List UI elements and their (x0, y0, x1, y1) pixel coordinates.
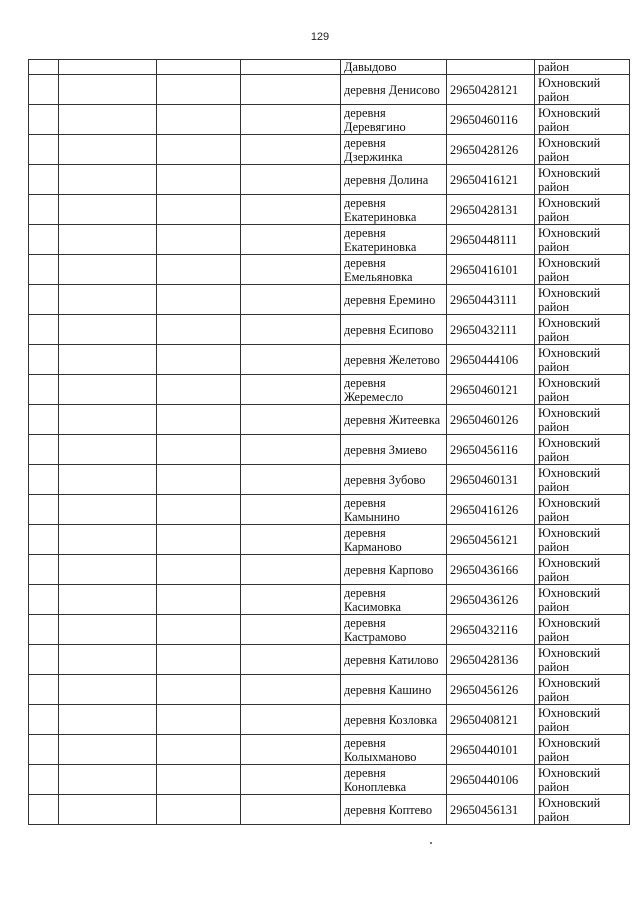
empty-cell (29, 225, 59, 255)
empty-cell (59, 285, 157, 315)
empty-cell (157, 645, 241, 675)
empty-cell (241, 165, 341, 195)
empty-cell (59, 255, 157, 285)
district-cell: Юхновский район (535, 435, 630, 465)
district-cell: Юхновский район (535, 105, 630, 135)
empty-cell (157, 465, 241, 495)
empty-cell (29, 135, 59, 165)
empty-cell (59, 195, 157, 225)
empty-cell (29, 75, 59, 105)
empty-cell (157, 315, 241, 345)
settlement-cell: деревня Кашино (341, 675, 447, 705)
code-cell: 29650460126 (447, 405, 535, 435)
code-cell: 29650448111 (447, 225, 535, 255)
table-row (29, 555, 630, 585)
settlement-cell: деревня Есипово (341, 315, 447, 345)
empty-cell (157, 495, 241, 525)
empty-cell (29, 555, 59, 585)
district-cell: Юхновский район (535, 765, 630, 795)
empty-cell (157, 195, 241, 225)
empty-cell (157, 60, 241, 75)
settlement-cell: деревня Коноплевка (341, 765, 447, 795)
district-cell: Юхновский район (535, 555, 630, 585)
empty-cell (241, 255, 341, 285)
empty-cell (241, 525, 341, 555)
empty-cell (157, 135, 241, 165)
empty-cell (241, 105, 341, 135)
code-cell: 29650456126 (447, 675, 535, 705)
code-cell: 29650408121 (447, 705, 535, 735)
empty-cell (59, 60, 157, 75)
empty-cell (59, 345, 157, 375)
empty-cell (29, 165, 59, 195)
table-row (29, 195, 630, 225)
empty-cell (157, 435, 241, 465)
code-cell: 29650440106 (447, 765, 535, 795)
table-row (29, 705, 630, 735)
code-cell: 29650460116 (447, 105, 535, 135)
code-cell: 29650444106 (447, 345, 535, 375)
empty-cell (241, 135, 341, 165)
empty-cell (59, 765, 157, 795)
table-row (29, 585, 630, 615)
table-row (29, 285, 630, 315)
empty-cell (29, 60, 59, 75)
empty-cell (59, 405, 157, 435)
empty-cell (157, 795, 241, 825)
table-row (29, 525, 630, 555)
code-cell: 29650428136 (447, 645, 535, 675)
empty-cell (59, 675, 157, 705)
empty-cell (59, 465, 157, 495)
code-cell: 29650436166 (447, 555, 535, 585)
district-cell: Юхновский район (535, 195, 630, 225)
code-cell (447, 60, 535, 75)
empty-cell (157, 345, 241, 375)
settlement-cell: Давыдово (341, 60, 447, 75)
empty-cell (157, 615, 241, 645)
empty-cell (29, 795, 59, 825)
code-cell: 29650428131 (447, 195, 535, 225)
settlement-cell: деревня Долина (341, 165, 447, 195)
settlement-cell: деревня Зубово (341, 465, 447, 495)
empty-cell (157, 765, 241, 795)
empty-cell (59, 735, 157, 765)
settlement-cell: деревня Катилово (341, 645, 447, 675)
settlement-cell: деревня Жеремесло (341, 375, 447, 405)
empty-cell (29, 435, 59, 465)
empty-cell (59, 585, 157, 615)
empty-cell (241, 345, 341, 375)
district-cell: Юхновский район (535, 375, 630, 405)
code-cell: 29650456116 (447, 435, 535, 465)
empty-cell (241, 465, 341, 495)
empty-cell (29, 765, 59, 795)
empty-cell (241, 705, 341, 735)
empty-cell (29, 585, 59, 615)
empty-cell (59, 705, 157, 735)
district-cell: Юхновский район (535, 495, 630, 525)
empty-cell (29, 255, 59, 285)
empty-cell (29, 315, 59, 345)
empty-cell (241, 435, 341, 465)
empty-cell (59, 615, 157, 645)
empty-cell (241, 60, 341, 75)
empty-cell (59, 645, 157, 675)
empty-cell (241, 585, 341, 615)
table-row (29, 345, 630, 375)
table-row (29, 645, 630, 675)
table-row (29, 765, 630, 795)
empty-cell (59, 555, 157, 585)
empty-cell (29, 675, 59, 705)
code-cell: 29650456121 (447, 525, 535, 555)
empty-cell (241, 405, 341, 435)
empty-cell (241, 675, 341, 705)
empty-cell (157, 705, 241, 735)
empty-cell (241, 225, 341, 255)
district-cell: Юхновский район (535, 345, 630, 375)
district-cell: Юхновский район (535, 165, 630, 195)
code-cell: 29650440101 (447, 735, 535, 765)
table-row (29, 315, 630, 345)
empty-cell (29, 525, 59, 555)
table-row (29, 795, 630, 825)
district-cell: Юхновский район (535, 525, 630, 555)
empty-cell (59, 135, 157, 165)
district-cell: Юхновский район (535, 135, 630, 165)
settlement-cell: деревня Коптево (341, 795, 447, 825)
empty-cell (157, 75, 241, 105)
empty-cell (241, 495, 341, 525)
empty-cell (241, 315, 341, 345)
empty-cell (59, 525, 157, 555)
district-cell: Юхновский район (535, 675, 630, 705)
district-cell: Юхновский район (535, 465, 630, 495)
empty-cell (241, 375, 341, 405)
settlement-cell: деревня Козловка (341, 705, 447, 735)
settlement-cell: деревня Екатериновка (341, 225, 447, 255)
district-cell: Юхновский район (535, 735, 630, 765)
table-row (29, 135, 630, 165)
page-number: 129 (310, 31, 330, 43)
empty-cell (241, 645, 341, 675)
code-cell: 29650416101 (447, 255, 535, 285)
district-cell: Юхновский район (535, 225, 630, 255)
empty-cell (157, 525, 241, 555)
district-cell: Юхновский район (535, 705, 630, 735)
settlement-cell: деревня Касимовка (341, 585, 447, 615)
empty-cell (29, 645, 59, 675)
table-row (29, 255, 630, 285)
table-row (29, 375, 630, 405)
table-row (29, 225, 630, 255)
settlement-cell: деревня Змиево (341, 435, 447, 465)
empty-cell (29, 735, 59, 765)
empty-cell (157, 735, 241, 765)
table-row (29, 615, 630, 645)
district-cell: Юхновский район (535, 645, 630, 675)
empty-cell (157, 375, 241, 405)
empty-cell (29, 105, 59, 135)
settlement-cell: деревня Екатериновка (341, 195, 447, 225)
empty-cell (29, 495, 59, 525)
empty-cell (59, 315, 157, 345)
empty-cell (29, 405, 59, 435)
code-cell: 29650460131 (447, 465, 535, 495)
settlement-cell: деревня Колыхманово (341, 735, 447, 765)
district-cell: Юхновский район (535, 405, 630, 435)
table-row (29, 405, 630, 435)
settlement-cell: деревня Камынино (341, 495, 447, 525)
empty-cell (59, 435, 157, 465)
empty-cell (29, 465, 59, 495)
code-cell: 29650428121 (447, 75, 535, 105)
settlement-cell: деревня Деревягино (341, 105, 447, 135)
empty-cell (241, 555, 341, 585)
empty-cell (29, 705, 59, 735)
empty-cell (241, 195, 341, 225)
empty-cell (59, 225, 157, 255)
code-cell: 29650460121 (447, 375, 535, 405)
settlement-cell: деревня Житеевка (341, 405, 447, 435)
empty-cell (157, 105, 241, 135)
settlements-table (28, 59, 630, 825)
settlement-cell: деревня Денисово (341, 75, 447, 105)
district-cell: район (535, 60, 630, 75)
empty-cell (59, 75, 157, 105)
table-row (29, 495, 630, 525)
empty-cell (157, 285, 241, 315)
table-row (29, 75, 630, 105)
empty-cell (241, 75, 341, 105)
empty-cell (59, 375, 157, 405)
empty-cell (157, 255, 241, 285)
empty-cell (59, 165, 157, 195)
empty-cell (241, 285, 341, 315)
scan-speck (430, 842, 432, 844)
empty-cell (157, 585, 241, 615)
settlement-cell: деревня Еремино (341, 285, 447, 315)
table-row (29, 60, 630, 75)
code-cell: 29650456131 (447, 795, 535, 825)
table-row (29, 735, 630, 765)
district-cell: Юхновский район (535, 255, 630, 285)
empty-cell (157, 675, 241, 705)
empty-cell (157, 405, 241, 435)
empty-cell (29, 345, 59, 375)
table-row (29, 465, 630, 495)
table-row (29, 105, 630, 135)
code-cell: 29650436126 (447, 585, 535, 615)
empty-cell (29, 285, 59, 315)
empty-cell (29, 195, 59, 225)
empty-cell (241, 735, 341, 765)
empty-cell (241, 615, 341, 645)
settlement-cell: деревня Карманово (341, 525, 447, 555)
empty-cell (157, 225, 241, 255)
code-cell: 29650432116 (447, 615, 535, 645)
code-cell: 29650428126 (447, 135, 535, 165)
district-cell: Юхновский район (535, 285, 630, 315)
settlement-cell: деревня Карпово (341, 555, 447, 585)
code-cell: 29650432111 (447, 315, 535, 345)
settlement-cell: деревня Кастрамово (341, 615, 447, 645)
empty-cell (241, 795, 341, 825)
code-cell: 29650416121 (447, 165, 535, 195)
district-cell: Юхновский район (535, 315, 630, 345)
table-row (29, 435, 630, 465)
table-row (29, 165, 630, 195)
empty-cell (157, 165, 241, 195)
table-body (29, 60, 630, 825)
table-row (29, 675, 630, 705)
code-cell: 29650416126 (447, 495, 535, 525)
settlement-cell: деревня Дзержинка (341, 135, 447, 165)
empty-cell (29, 375, 59, 405)
empty-cell (59, 105, 157, 135)
district-cell: Юхновский район (535, 795, 630, 825)
empty-cell (59, 495, 157, 525)
district-cell: Юхновский район (535, 585, 630, 615)
district-cell: Юхновский район (535, 75, 630, 105)
district-cell: Юхновский район (535, 615, 630, 645)
empty-cell (59, 795, 157, 825)
settlement-cell: деревня Емельяновка (341, 255, 447, 285)
empty-cell (241, 765, 341, 795)
empty-cell (29, 615, 59, 645)
empty-cell (157, 555, 241, 585)
settlement-cell: деревня Желетово (341, 345, 447, 375)
code-cell: 29650443111 (447, 285, 535, 315)
